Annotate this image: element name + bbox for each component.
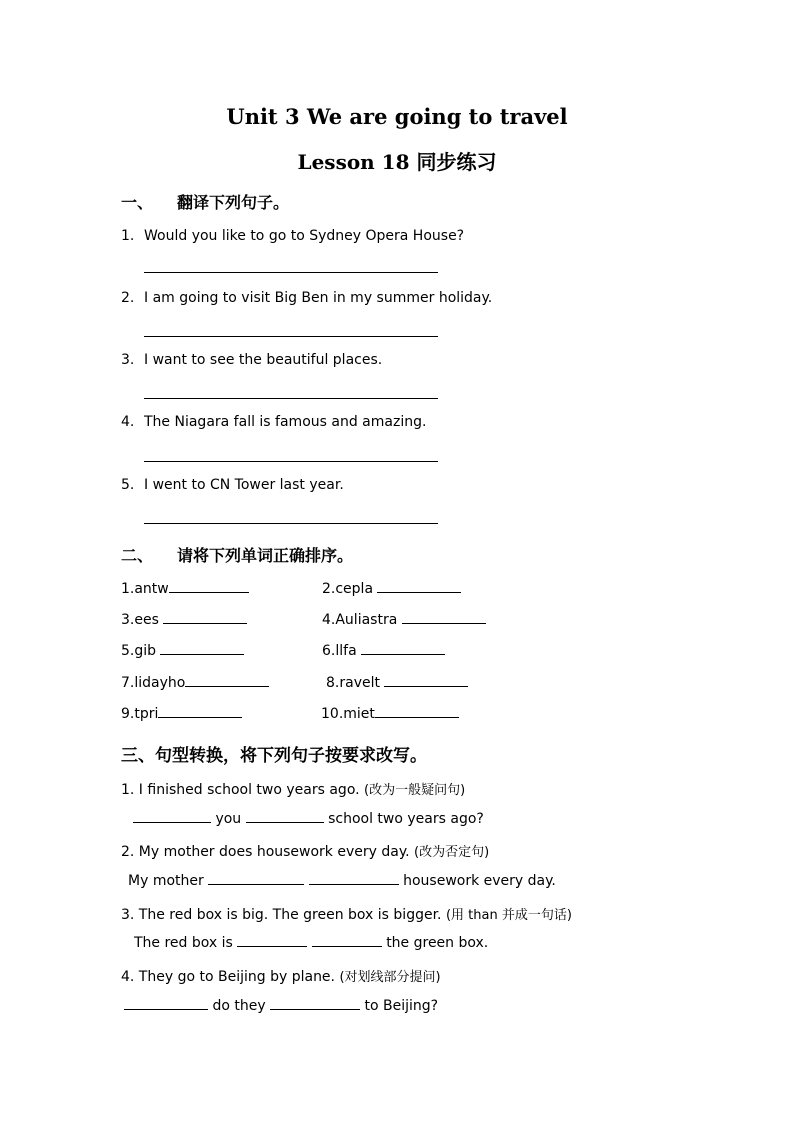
answer-text: school two years ago? (328, 811, 484, 827)
word-blank[interactable] (402, 611, 486, 624)
answer-text: My mother (128, 873, 204, 889)
question-instruction: (改为一般疑问句) (364, 783, 466, 798)
word-blank[interactable] (375, 705, 459, 718)
answer-blank[interactable] (237, 934, 307, 947)
word-item-8 (326, 674, 468, 691)
transform-question-2 (121, 841, 489, 860)
word-item-1 (121, 580, 249, 597)
section-1-heading (121, 190, 289, 213)
scrambled-word: 1.antw (121, 581, 169, 597)
question-number: 3. (121, 352, 135, 368)
translate-question-2 (121, 290, 492, 306)
scrambled-word: 7.lidayho (121, 675, 186, 691)
answer-blank[interactable] (124, 997, 208, 1010)
answer-blank[interactable] (246, 810, 324, 823)
word-item-4 (322, 611, 486, 628)
transform-question-4 (121, 966, 441, 985)
question-text: 3. The red box is big. The green box is bigger. (121, 907, 442, 923)
question-instruction: (对划线部分提问) (339, 970, 441, 985)
question-text: I went to CN Tower last year. (144, 477, 344, 493)
answer-blank[interactable] (208, 872, 304, 885)
question-text: 4. They go to Beijing by plane. (121, 969, 335, 985)
question-number: 4. (121, 414, 135, 430)
word-item-10 (321, 705, 459, 722)
question-number: 5. (121, 477, 135, 493)
section-2-number: 二、 (121, 546, 154, 565)
section-3-heading: 三、句型转换，将下列句子按要求改写。 (121, 746, 427, 766)
transform-answer-2 (128, 872, 556, 889)
scrambled-word: 2.cepla (322, 581, 374, 597)
word-blank[interactable] (361, 642, 445, 655)
answer-blank[interactable] (309, 872, 399, 885)
word-blank[interactable] (377, 580, 461, 593)
question-instruction: (改为否定句) (414, 845, 490, 860)
transform-answer-3 (134, 934, 488, 951)
answer-line-5[interactable] (144, 523, 438, 524)
answer-text: The red box is (134, 935, 233, 951)
word-blank[interactable] (158, 705, 242, 718)
word-item-7 (121, 674, 269, 691)
answer-text: you (215, 811, 242, 827)
transform-answer-4 (124, 997, 438, 1014)
word-item-9 (121, 705, 242, 722)
section-1-title: 翻译下列句子。 (177, 193, 290, 212)
question-text: Would you like to go to Sydney Opera House? (144, 228, 465, 244)
answer-text: the green box. (386, 935, 489, 951)
answer-blank[interactable] (133, 810, 211, 823)
word-item-2 (322, 580, 461, 597)
scrambled-word: 9.tpri (121, 706, 159, 722)
translate-question-1 (121, 228, 464, 244)
translate-question-3 (121, 352, 382, 368)
scrambled-word: 10.miet (321, 706, 375, 722)
question-text: I am going to visit Big Ben in my summer holiday. (144, 290, 493, 306)
question-text: 2. My mother does housework every day. (121, 844, 410, 860)
scrambled-word: 3.ees (121, 612, 159, 628)
word-item-6 (322, 642, 445, 659)
scrambled-word: 8.ravelt (326, 675, 380, 691)
word-blank[interactable] (160, 642, 244, 655)
answer-blank[interactable] (270, 997, 360, 1010)
word-item-5 (121, 642, 244, 659)
answer-line-3[interactable] (144, 398, 438, 399)
question-text: I want to see the beautiful places. (144, 352, 383, 368)
scrambled-word: 4.Auliastra (322, 612, 398, 628)
translate-question-5 (121, 477, 344, 493)
page-subtitle: Lesson 18 同步练习 (297, 150, 497, 174)
word-item-3 (121, 611, 247, 628)
question-text: The Niagara fall is famous and amazing. (144, 414, 427, 430)
scrambled-word: 6.llfa (322, 643, 357, 659)
transform-question-3 (121, 904, 572, 923)
answer-text: to Beijing? (364, 998, 439, 1014)
transform-question-1 (121, 779, 465, 798)
word-blank[interactable] (185, 674, 269, 687)
answer-line-4[interactable] (144, 461, 438, 462)
page-title: Unit 3 We are going to travel (226, 104, 568, 129)
answer-line-1[interactable] (144, 272, 438, 273)
answer-text: housework every day. (403, 873, 556, 889)
question-number: 1. (121, 228, 135, 244)
answer-text: do they (212, 998, 266, 1014)
translate-question-4 (121, 414, 426, 430)
word-blank[interactable] (163, 611, 247, 624)
section-1-number: 一、 (121, 193, 154, 212)
scrambled-word: 5.gib (121, 643, 157, 659)
word-blank[interactable] (169, 580, 249, 593)
answer-blank[interactable] (312, 934, 382, 947)
transform-answer-1 (133, 810, 484, 827)
word-blank[interactable] (384, 674, 468, 687)
section-2-title: 请将下列单词正确排序。 (177, 546, 354, 565)
question-number: 2. (121, 290, 135, 306)
answer-line-2[interactable] (144, 336, 438, 337)
question-instruction: (用 than 并成一句话) (445, 908, 572, 923)
section-2-heading (121, 543, 353, 566)
question-text: 1. I finished school two years ago. (121, 782, 360, 798)
